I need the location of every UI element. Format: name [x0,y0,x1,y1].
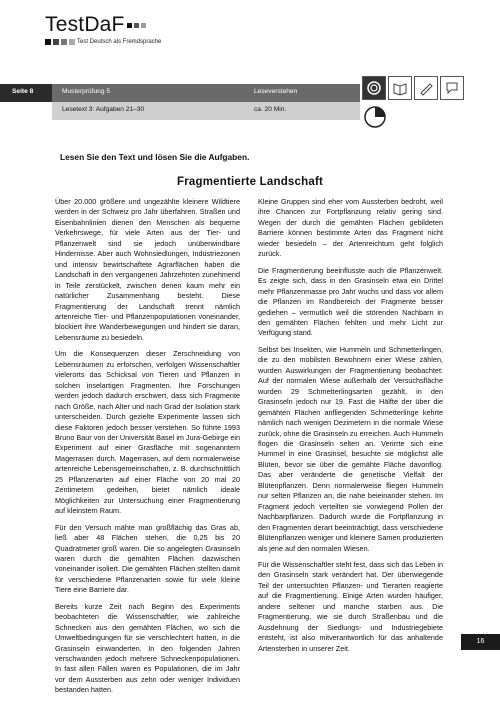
paragraph: Bereits kurze Zeit nach Beginn des Experiments beobachteten die Wissenschaftler, wie zahlreiche Schnecken aus den gemähten Flächen, wo sich die Umweltbedingungen für sie verschlechtert hatten, in die Grasinseln einwanderten. In den folgenden Jahren verschwanden jedoch mehrere Schneckenpopulationen. In fast allen Fällen waren es Populationen, die im Jahr vor dem Aussterben aus zehn oder weniger Individuen bestanden hatten. [55,601,240,695]
exam-label: Musterprüfung 5 [62,88,111,95]
paragraph: Kleine Gruppen sind eher vom Aussterben bedroht, weil ihre Chancen zur Fortpflanzung relativ gering sind. Wegen der durch die gemähten Flächen gebildeten Barriere können bestimmte Arten das Fragment nicht wieder besiedeln – der Artenreichtum geht folglich zurück. [258,197,443,259]
paragraph: Über 20.000 größere und ungezählte kleinere Wildtiere werden in der Schweiz pro Jahr überfahren. Straßen und Eisenbahnlinien dienen den Menschen als bequeme Verkehrswege, für viele Arten aus der Tier- und Pflanzenwelt sind sie jedoch unüberwindbare Hindernisse. Aber auch Wohnsiedlungen, Industriezonen und intensiv bewirtschaftete Agrarflächen haben die Landschaft in den vergangenen Jahrzehnten zunehmend in Teile zerstückelt, zwischen denen kaum mehr ein natürlicher Zusammenhang besteht. Diese Fragmentierung der Landschaft trennt nämlich artenreiche Tier- und Pflanzenpopulationen voneinander, blockiert ihre Wanderbewegungen und hindert sie daran, Lebensräume zu besiedeln. [55,197,240,342]
skill-icons [362,76,464,100]
paragraph: Für die Wissenschaftler steht fest, dass sich das Leben in den Grasinseln stark verändert hat. Der überwiegende Teil der untersuchten Pflanzen- und Tierarten reagierte auf die Fragmentierung. Einige Arten wurden häufiger, andere seltener und manche starben aus. Die Fragmentierung, wie sie durch Straßenbau und die Ausdehnung der Siedlungs- und Industriegebiete entsteht, ist also mitverantwortlich für das anhaltende Artensterben in unserer Zeit. [258,559,443,653]
time-label: ca. 20 Min. [254,106,287,113]
paragraph: Für den Versuch mähte man großflächig das Gras ab, ließ aber 48 Flächen stehen, die 0,25 bis 20 Quadratmeter groß waren. Die so angelegten Grasinseln waren durch die gemähten Flächen dazwischen voneinander isoliert. Die gemähten Flächen stellten damit für verschiedene Pflanzenarten sowie für viele kleine Tiere eine Barriere dar. [55,522,240,595]
instruction-text: Lesen Sie den Text und lösen Sie die Aufgaben. [60,152,250,162]
speech-icon [440,76,464,100]
page-number: 16 [461,634,500,650]
text-column-left [55,197,240,702]
clock-icon [364,106,386,133]
paragraph: Die Fragmentierung beeinflusste auch die Pflanzenwelt. Es zeigte sich, dass in den Grasinseln etwa ein Drittel mehr Pflanzenmasse pro Jahr wuchs und dass vor allem die Pflanzen im Randbereich der Fragmente besser gediehen – vermutlich weil die störenden Nachbarn in den gemähten Flächen fehlten und mehr Licht zur Verfügung stand. [258,265,443,338]
headphones-icon [362,76,386,100]
section-label: Leseverstehen [254,88,298,95]
logo-subtitle: Test Deutsch als Fremdsprache [77,39,162,45]
logo-title: TestDaF [45,13,125,36]
text-column-right [258,197,443,660]
page-label: Seite 8 [12,88,34,95]
testdaf-logo [45,14,161,45]
pen-icon [414,76,438,100]
book-icon [388,76,412,100]
paragraph: Selbst bei Insekten, wie Hummeln und Schmetterlingen, die zu den mobilsten Bewohnern einer Wiese zählen, wurden Auswirkungen der Fragmentierung beobachtet: Auf der normalen Wiese außerhalb der Versuchsfläche wurden 29 Schmetterlingsarten gezählt, in den Grasinseln jedoch nur 19. Fast die Hälfte der über die gemähten Flächen anfliegenden Schmetterlinge kehrte nämlich nach wenigen Dezimetern in die normale Wiese zurück, ohne die Grasinseln zu erreichen. Auch Hummeln flogen die Grasinseln selten an. Verirrte sich eine Hummel in eine Grasinsel, besuchte sie möglichst alle Blüten, bevor sie über die gemähte Fläche davonflog. Das aber veränderte die genetische Vielfalt der Blütenpflanzen. Denn normalerweise fliegen Hummeln nur selten Pflanzen an, die nahe beieinander stehen. Im Fragment jedoch verteilten sie vorwiegend Pollen der Nachbarpflanzen. Dadurch wurde die Fortpflanzung in den Fragmenten derart beeinträchtigt, dass verschiedene Blütenpflanzen weniger und kleinere Samen produzierten als jene auf den normalen Wiesen. [258,344,443,553]
paragraph: Um die Konsequenzen dieser Zerschneidung von Lebensräumen zu erforschen, verfolgen Wissenschaftler vielerorts das Schicksal von Tieren und Pflanzen in solchen inselartigen Fragmenten. Ihre Forschungen werden jedoch dadurch erschwert, dass sich Fragmente nach Größe, nach Alter und nach Grad der Isolation stark unterscheiden. Durch gezielte Experimente lassen sich diese Faktoren jedoch besser verstehen. So führte 1993 Bruno Baur von der Universität Basel im Jura-Gebirge ein Experiment auf einer Grasfläche mit sogenanntem Magerrasen durch. Magerrasen, auf dem normalerweise artenreiche Lebensgemeinschaften, z. B. durchschnittlich 25 Pflanzenarten auf einer Fläche von 20 mal 20 Zentimetern gedeihen, bietet nämlich ideale Möglichkeiten zur Untersuchung einer Fragmentierung auf kleinstem Raum. [55,349,240,516]
text-title: Fragmentierte Landschaft [176,176,324,188]
task-label: Lesetext 3: Aufgaben 21–30 [62,106,145,113]
